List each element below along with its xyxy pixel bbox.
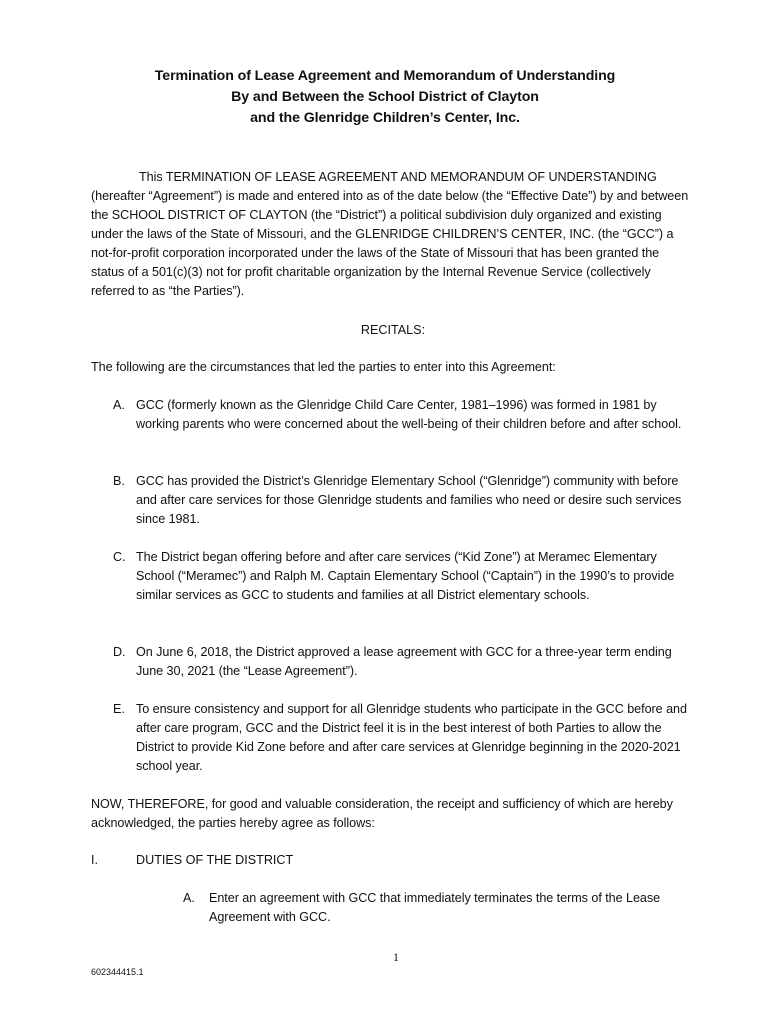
page-number: 1 bbox=[393, 950, 399, 964]
document-title bbox=[0, 66, 770, 129]
section-title: DUTIES OF THE DISTRICT bbox=[136, 853, 294, 867]
recital-marker: D. bbox=[113, 645, 126, 659]
recitals-lead: The following are the circumstances that led the parties to enter into this Agreement: bbox=[91, 360, 556, 374]
recital-text: To ensure consistency and support for all Glenridge students who participate in the GCC before and after care program, GCC and the District feel it is in the best interest of both Parties to allow the District to provide Kid Zone before and after care services at Glenridge beginning in the 2020-2021 school year. bbox=[136, 702, 687, 773]
recital-item-d bbox=[113, 643, 698, 681]
title-line-1: Termination of Lease Agreement and Memorandum of Understanding bbox=[154, 68, 616, 84]
recital-item-a bbox=[113, 396, 698, 434]
section-i-item-a bbox=[183, 889, 693, 927]
section-item-text: Enter an agreement with GCC that immediately terminates the terms of the Lease Agreement with GCC. bbox=[209, 891, 661, 924]
section-number: I. bbox=[91, 853, 98, 867]
recitals-heading: RECITALS: bbox=[360, 323, 426, 337]
therefore-paragraph: NOW, THEREFORE, for good and valuable consideration, the receipt and sufficiency of which are hereby acknowledged, the parties hereby agree as follows: bbox=[91, 797, 673, 830]
document-id: 602344415.1 bbox=[91, 967, 144, 977]
recital-item-b bbox=[113, 472, 698, 529]
recital-marker: B. bbox=[113, 474, 125, 488]
recital-item-c bbox=[113, 548, 698, 605]
title-line-2: By and Between the School District of Clayton bbox=[231, 89, 539, 105]
recital-text: GCC (formerly known as the Glenridge Child Care Center, 1981–1996) was formed in 1981 by working parents who were concerned about the well-being of their children before and after school. bbox=[136, 398, 682, 431]
recital-text: The District began offering before and after care services (“Kid Zone”) at Meramec Elementary School (“Meramec”) and Ralph M. Captain Elementary School (“Captain”) in the 1990’s to provide similar services as GCC to students and families at all District elementary schools. bbox=[136, 550, 675, 602]
recital-marker: A. bbox=[113, 398, 125, 412]
recital-marker: E. bbox=[113, 702, 125, 716]
section-item-marker: A. bbox=[183, 891, 195, 905]
recital-marker: C. bbox=[113, 550, 126, 564]
recital-item-e bbox=[113, 700, 698, 776]
recital-text: On June 6, 2018, the District approved a lease agreement with GCC for a three-year term ending June 30, 2021 (the “Lease Agreement”). bbox=[136, 645, 672, 678]
recital-text: GCC has provided the District’s Glenridge Elementary School (“Glenridge”) community with before and after care services for those Glenridge students and families who need or desire such services since 1981. bbox=[136, 474, 682, 526]
intro-paragraph: This TERMINATION OF LEASE AGREEMENT AND MEMORANDUM OF UNDERSTANDING (hereafter “Agreement”) is made and entered into as of the date below (the “Effective Date”) by and between the SCHOOL DISTRICT OF CLAYTON (the “District”) a political subdivision duly organized and existing under the laws of the State of Missouri, and the GLENRIDGE CHILDREN’S CENTER, INC. (the “GCC”) a not-for-profit corporation incorporated under the laws of the State of Missouri that has been granted the status of a 501(c)(3) not for profit charitable organization by the Internal Revenue Service (collectively referred to as “the Parties”). bbox=[91, 170, 689, 298]
title-line-3: and the Glenridge Children’s Center, Inc. bbox=[250, 110, 520, 126]
